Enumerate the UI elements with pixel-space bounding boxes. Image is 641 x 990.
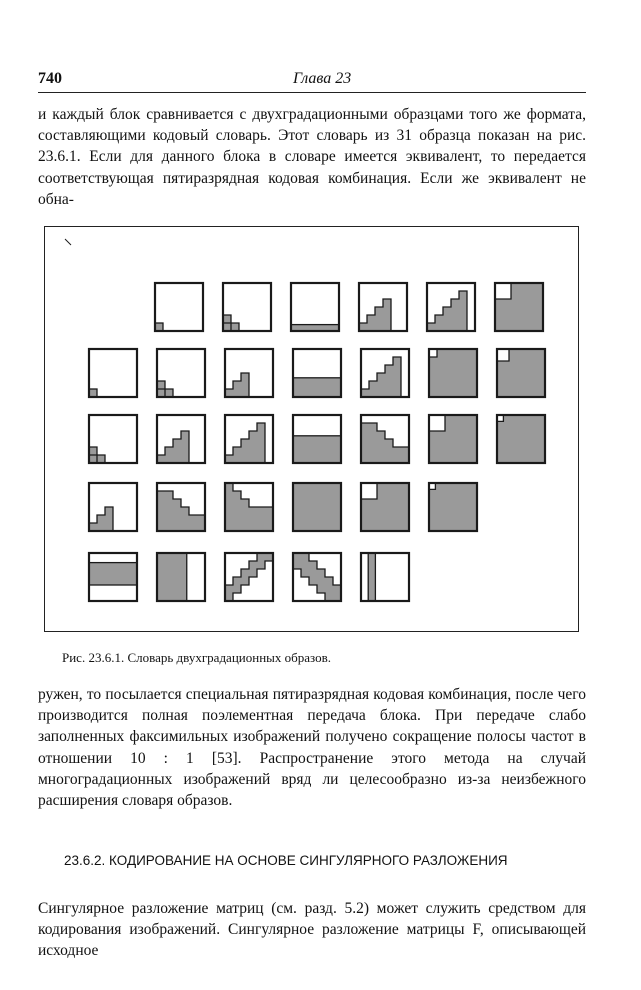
pattern-sample	[89, 553, 137, 601]
pattern-sample	[225, 553, 273, 601]
pattern-sample	[155, 283, 203, 331]
paragraph-3: Сингулярное разложение матриц (см. разд. 5.2) может служить средством для кодирования изображений. Сингулярное разложение матрицы F, описывающей исходное	[38, 900, 586, 960]
pattern-sample	[157, 415, 205, 463]
pattern-sample	[495, 283, 543, 331]
figure-caption: Рис. 23.6.1. Словарь двухградационных образов.	[62, 650, 331, 665]
pattern-sample	[89, 483, 137, 531]
paragraph-1: и каждый блок сравнивается с двухградационными образцами того же формата, составляющими кодовый словарь. Этот словарь из 31 образца показан на рис. 23.6.1. Если для данного блока в словаре имеется эквивалент, то передается соответствующая пятиразрядная кодовая комбинация. Если же эквивалент не обна-	[38, 106, 586, 208]
pattern-sample	[89, 415, 137, 463]
running-head	[38, 70, 586, 93]
pattern-sample	[359, 283, 407, 331]
pattern-sample	[157, 349, 205, 397]
pattern-sample	[361, 553, 409, 601]
pattern-sample	[157, 483, 205, 531]
page-number: 740	[38, 70, 62, 87]
pattern-sample	[427, 283, 475, 331]
pattern-sample	[429, 349, 477, 397]
pattern-sample	[225, 483, 273, 531]
pattern-sample	[89, 349, 137, 397]
pattern-sample	[223, 283, 271, 331]
pattern-sample	[429, 483, 477, 531]
chapter-title: Глава 23	[293, 70, 352, 87]
paragraph-2: ружен, то посылается специальная пятиразрядная кодовая комбинация, после чего производится полная поэлементная передача блока. При передаче слабо заполненных факсимильных изображений получено сокращение полосы частот в отношении 10 : 1 [53]. Распространение этого метода на случай многоградационных изображений вряд ли целесообразно из-за неизбежного расширения словаря образов.	[38, 686, 586, 810]
pattern-sample	[429, 415, 477, 463]
pattern-sample	[293, 415, 341, 463]
pattern-dictionary-figure	[44, 226, 579, 632]
pattern-grid	[45, 227, 580, 633]
pattern-sample	[497, 415, 545, 463]
pattern-sample	[225, 415, 273, 463]
section-heading: 23.6.2. КОДИРОВАНИЕ НА ОСНОВЕ СИНГУЛЯРНОГО РАЗЛОЖЕНИЯ	[64, 853, 508, 868]
pattern-sample	[225, 349, 273, 397]
pattern-sample	[497, 349, 545, 397]
pattern-sample	[361, 415, 409, 463]
pattern-sample	[361, 349, 409, 397]
pattern-sample	[293, 553, 341, 601]
pattern-sample	[291, 283, 339, 331]
pattern-sample	[157, 553, 205, 601]
pattern-sample	[361, 483, 409, 531]
pattern-sample	[293, 349, 341, 397]
pattern-sample	[293, 483, 341, 531]
